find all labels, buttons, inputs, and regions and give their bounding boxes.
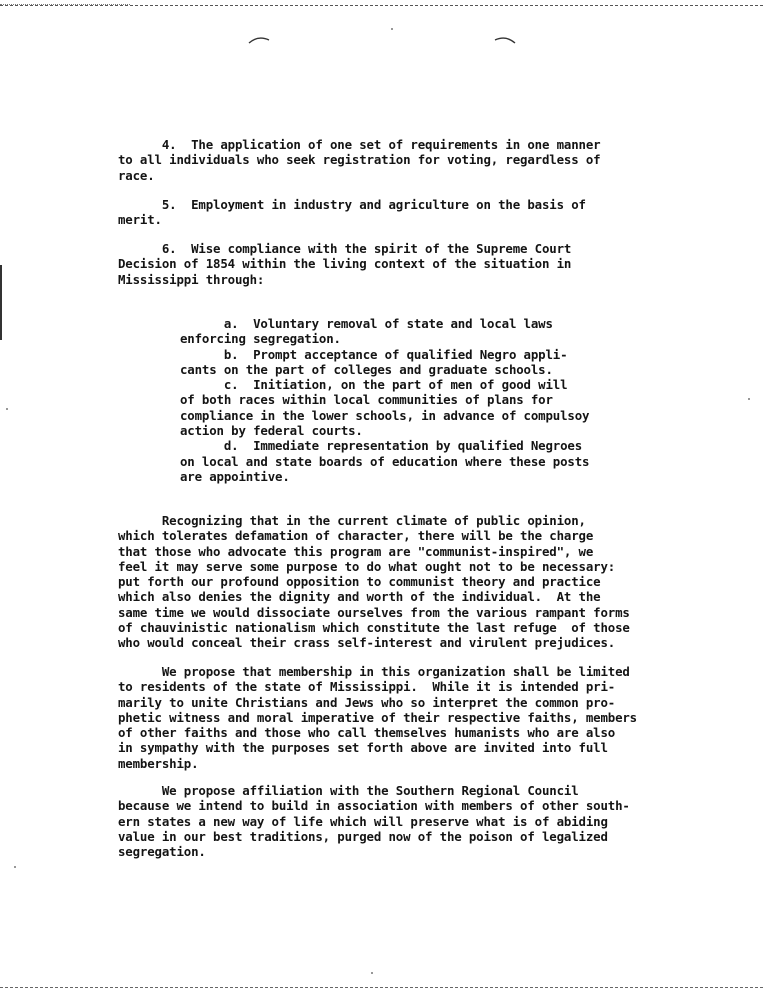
text-line: of other faiths and those who call themselves humanists who are also [118,725,616,741]
text-line: Mississippi through: [118,271,265,287]
text-line: membership. [118,755,199,771]
text-line: 5. Employment in industry and agriculture on the basis of [118,197,586,212]
scan-edge-left-mark [0,265,2,340]
text-line: Recognizing that in the current climate of public opinion, [118,513,586,528]
scan-edge-bottom [0,987,763,988]
paragraph-item-6 [118,241,571,287]
text-line: put forth our profound opposition to communist theory and practice [118,574,601,590]
paragraph-membership [118,664,637,771]
text-line: that those who advocate this program are "communist-inspired", we [118,543,594,559]
text-line: because we intend to build in association with members of other south- [118,798,630,814]
scan-speck [14,866,16,868]
text-line: which tolerates defamation of character, there will be the charge [118,528,594,544]
text-line: feel it may serve some purpose to do what ought not to be necessary: [118,558,616,574]
text-line: 6. Wise compliance with the spirit of the Supreme Court [118,241,572,256]
text-line: of both races within local communities of plans for [180,392,553,408]
punch-hole-mark-right [494,36,516,44]
text-line: to residents of the state of Mississippi. While it is intended pri- [118,679,616,695]
text-line: We propose affiliation with the Southern Regional Council [118,783,579,798]
text-line: race. [118,167,155,183]
scan-speck [748,398,750,400]
scan-speck [391,28,393,30]
paragraph-item-5 [118,197,586,228]
scan-speck [6,408,8,410]
text-line: cants on the part of colleges and graduate schools. [180,361,553,377]
text-line: of chauvinistic nationalism which constitute the last refuge of those [118,620,630,636]
text-line: merit. [118,212,162,228]
text-line: to all individuals who seek registration for voting, regardless of [118,152,601,168]
text-line: who would conceal their crass self-interest and virulent prejudices. [118,635,616,651]
punch-hole-mark-left [248,36,270,44]
paragraph-affiliation [118,783,630,859]
text-line: are appointive. [180,468,290,484]
scan-speck [371,972,373,974]
text-line: c. Initiation, on the part of men of good will [180,377,568,393]
scan-edge-top [0,5,763,6]
text-line: enforcing segregation. [180,331,341,347]
text-line: value in our best traditions, purged now of the poison of legalized [118,828,608,844]
text-line: We propose that membership in this organization shall be limited [118,664,630,679]
text-line: 4. The application of one set of requirements in one manner [118,137,601,152]
text-line: which also denies the dignity and worth of the individual. At the [118,589,601,605]
text-line: same time we would dissociate ourselves from the various rampant forms [118,604,630,620]
text-line: Decision of 1854 within the living context of the situation in [118,256,572,272]
sublist-a-to-d [180,316,589,484]
text-line: on local and state boards of education where these posts [180,453,590,469]
text-line: b. Prompt acceptance of qualified Negro appli- [180,346,568,362]
text-line: d. Immediate representation by qualified Negroes [180,438,583,454]
text-line: in sympathy with the purposes set forth above are invited into full [118,740,608,756]
text-line: marily to unite Christians and Jews who so interpret the common pro- [118,694,616,710]
text-line: ern states a new way of life which will preserve what is of abiding [118,813,608,829]
text-line: segregation. [118,844,206,860]
text-line: phetic witness and moral imperative of their respective faiths, members [118,709,637,725]
paragraph-item-4 [118,137,600,183]
text-line: action by federal courts. [180,423,363,439]
paragraph-recognizing [118,513,630,651]
text-line: a. Voluntary removal of state and local laws [180,316,553,331]
text-line: compliance in the lower schools, in advance of compulsoy [180,407,590,423]
